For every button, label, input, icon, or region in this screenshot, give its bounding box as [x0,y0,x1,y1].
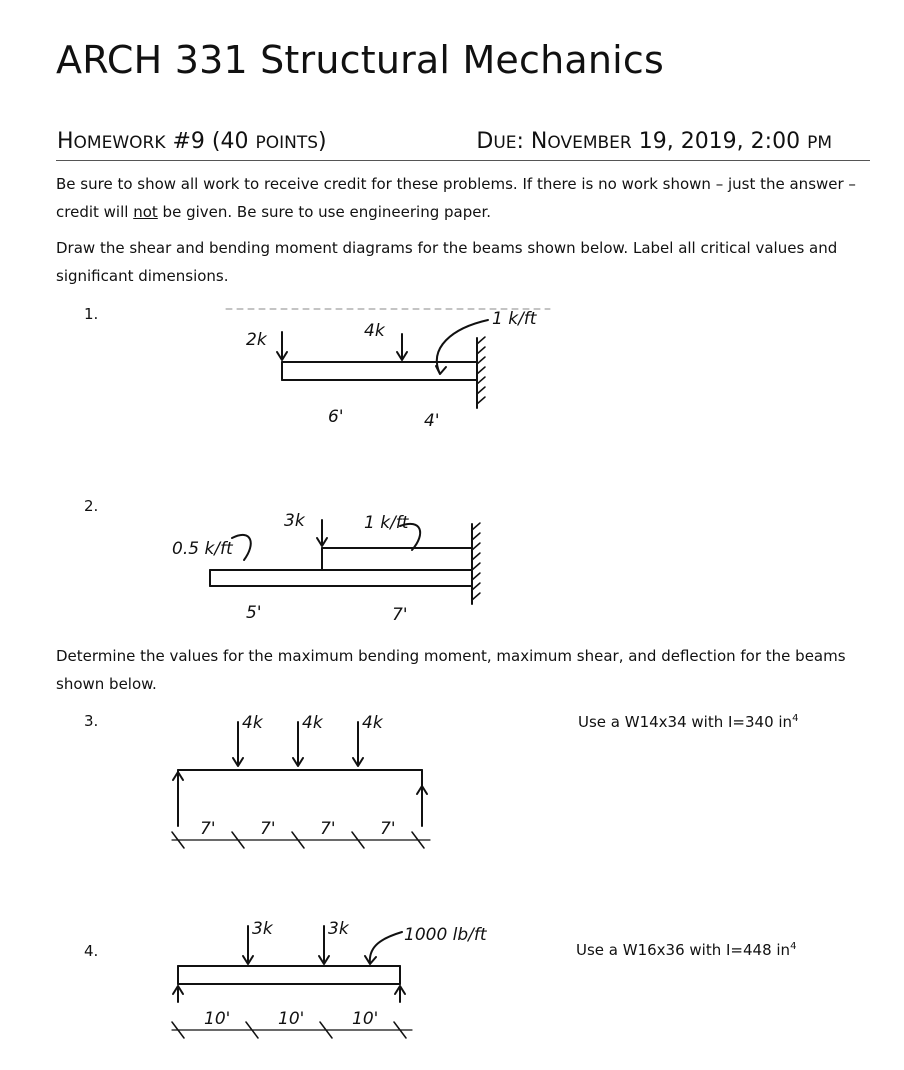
instructions-paragraph: Be sure to show all work to receive credit for these problems. If there is no work shown – just the answer – credit will not be given. Be sure to use engineering paper. [56,175,856,221]
problem-4-section-note: Use a W16x36 with I=448 $in^4$ [576,941,797,959]
p1-load-a-label: 2k [246,330,267,350]
header-rule [56,160,870,161]
problem-3-number: 3. [84,712,99,730]
problem-2-beam-diagram [160,500,500,630]
p3-span-3-label: 7' [320,819,336,839]
p4-dist-load-label: 1000 lb/ft [404,925,487,945]
p1-load-arrow-a [277,332,287,360]
not-emphasis: not [133,203,158,221]
p1-span-a-label: 6' [328,407,344,427]
p1-load-b-label: 4k [364,321,385,341]
p2-span-a-label: 5' [246,603,262,623]
p3-span-4-label: 7' [380,819,396,839]
p2-dist-load-a-label: 0.5 k/ft [172,539,233,559]
p4-load-2-label: 3k [328,919,349,939]
p1-dist-load-curve [436,320,488,374]
p3-load-3-label: 4k [362,713,383,733]
p4-span-1-label: 10' [204,1009,231,1029]
due-date: DUE: NOVEMBER 19, 2019, 2:00 PM [476,129,832,154]
p4-span-3-label: 10' [352,1009,379,1029]
analysis-instructions: Determine the values for the maximum bending moment, maximum shear, and deflection for the beams shown below. [56,647,846,693]
p3-span-2-label: 7' [260,819,276,839]
p3-span-1-label: 7' [200,819,216,839]
problem-1-number: 1. [84,305,99,323]
problem-1-beam-diagram [220,300,560,450]
p3-load-1-label: 4k [242,713,263,733]
p2-span-b-label: 7' [392,605,408,625]
problem-3-beam-diagram [160,706,460,866]
p1-span-b-label: 4' [424,411,440,431]
homework-heading: HOMEWORK #9 (40 POINTS) [57,129,327,154]
p4-span-2-label: 10' [278,1009,305,1029]
p1-load-arrow-b [397,334,407,360]
p3-load-2-label: 4k [302,713,323,733]
problem-4-number: 4. [84,942,99,960]
p1-dist-load-label: 1 k/ft [492,309,537,329]
p2-dist-load-b-label: 1 k/ft [364,513,409,533]
page-title: ARCH 331 Structural Mechanics [56,38,665,82]
problem-2-number: 2. [84,497,99,515]
problem-3-section-note: Use a W14x34 with I=340 $in^4$ [578,713,799,731]
problem-4-beam-diagram [160,910,500,1050]
p4-load-1-label: 3k [252,919,273,939]
diagram-instructions: Draw the shear and bending moment diagrams for the beams shown below. Label all critical values and significant dimensions. [56,239,838,285]
p2-point-load-label: 3k [284,511,305,531]
